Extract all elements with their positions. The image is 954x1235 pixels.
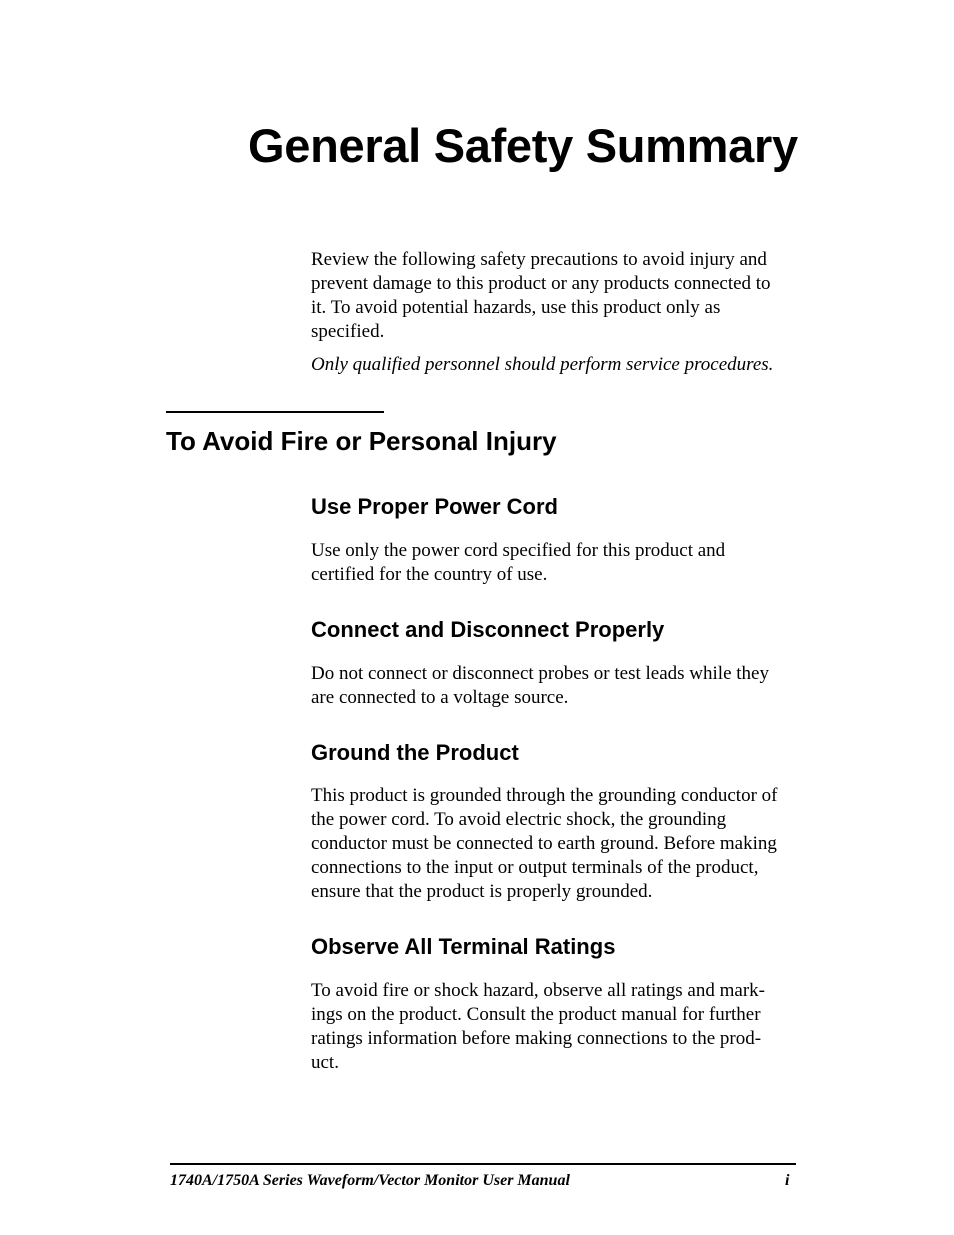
subsection-text-ratings	[311, 979, 821, 1075]
page-number: i	[785, 1172, 790, 1189]
text-line: ings on the product. Consult the product manual for further	[311, 1004, 761, 1025]
footer-manual-title: 1740A/1750A Series Waveform/Vector Monitor User Manual	[170, 1172, 570, 1189]
section-divider	[166, 411, 384, 413]
intro-line: specified.	[311, 321, 385, 342]
text-line: Use only the power cord specified for this product and	[311, 540, 726, 561]
footer-divider	[170, 1163, 796, 1165]
text-line: This product is grounded through the grounding conductor of	[311, 785, 778, 806]
intro-line: prevent damage to this product or any products connected to	[311, 273, 771, 294]
subsection-heading-power-cord: Use Proper Power Cord	[311, 494, 558, 519]
text-line: connections to the input or output terminals of the product,	[311, 857, 759, 878]
intro-line: it. To avoid potential hazards, use this product only as	[311, 297, 721, 318]
page-title: General Safety Summary	[248, 119, 798, 172]
text-line: To avoid fire or shock hazard, observe all ratings and mark-	[311, 980, 765, 1001]
intro-line: Review the following safety precautions to avoid injury and	[311, 249, 767, 270]
text-line: conductor must be connected to earth ground. Before making	[311, 833, 777, 854]
text-line: certified for the country of use.	[311, 564, 548, 585]
text-line: uct.	[311, 1052, 339, 1073]
subsection-text-ground	[311, 784, 821, 904]
intro-paragraph	[311, 248, 821, 344]
text-line: the power cord. To avoid electric shock, the grounding	[311, 809, 727, 830]
service-note: Only qualified personnel should perform service procedures.	[311, 354, 774, 375]
text-line: are connected to a voltage source.	[311, 687, 569, 708]
subsection-text-power-cord	[311, 539, 821, 587]
subsection-heading-ratings: Observe All Terminal Ratings	[311, 934, 616, 959]
section-heading: To Avoid Fire or Personal Injury	[166, 426, 557, 456]
subsection-heading-ground: Ground the Product	[311, 740, 519, 765]
text-line: ensure that the product is properly grounded.	[311, 881, 653, 902]
text-line: Do not connect or disconnect probes or test leads while they	[311, 663, 769, 684]
subsection-heading-connect: Connect and Disconnect Properly	[311, 617, 665, 642]
subsection-text-connect	[311, 662, 821, 710]
text-line: ratings information before making connections to the prod-	[311, 1028, 762, 1049]
